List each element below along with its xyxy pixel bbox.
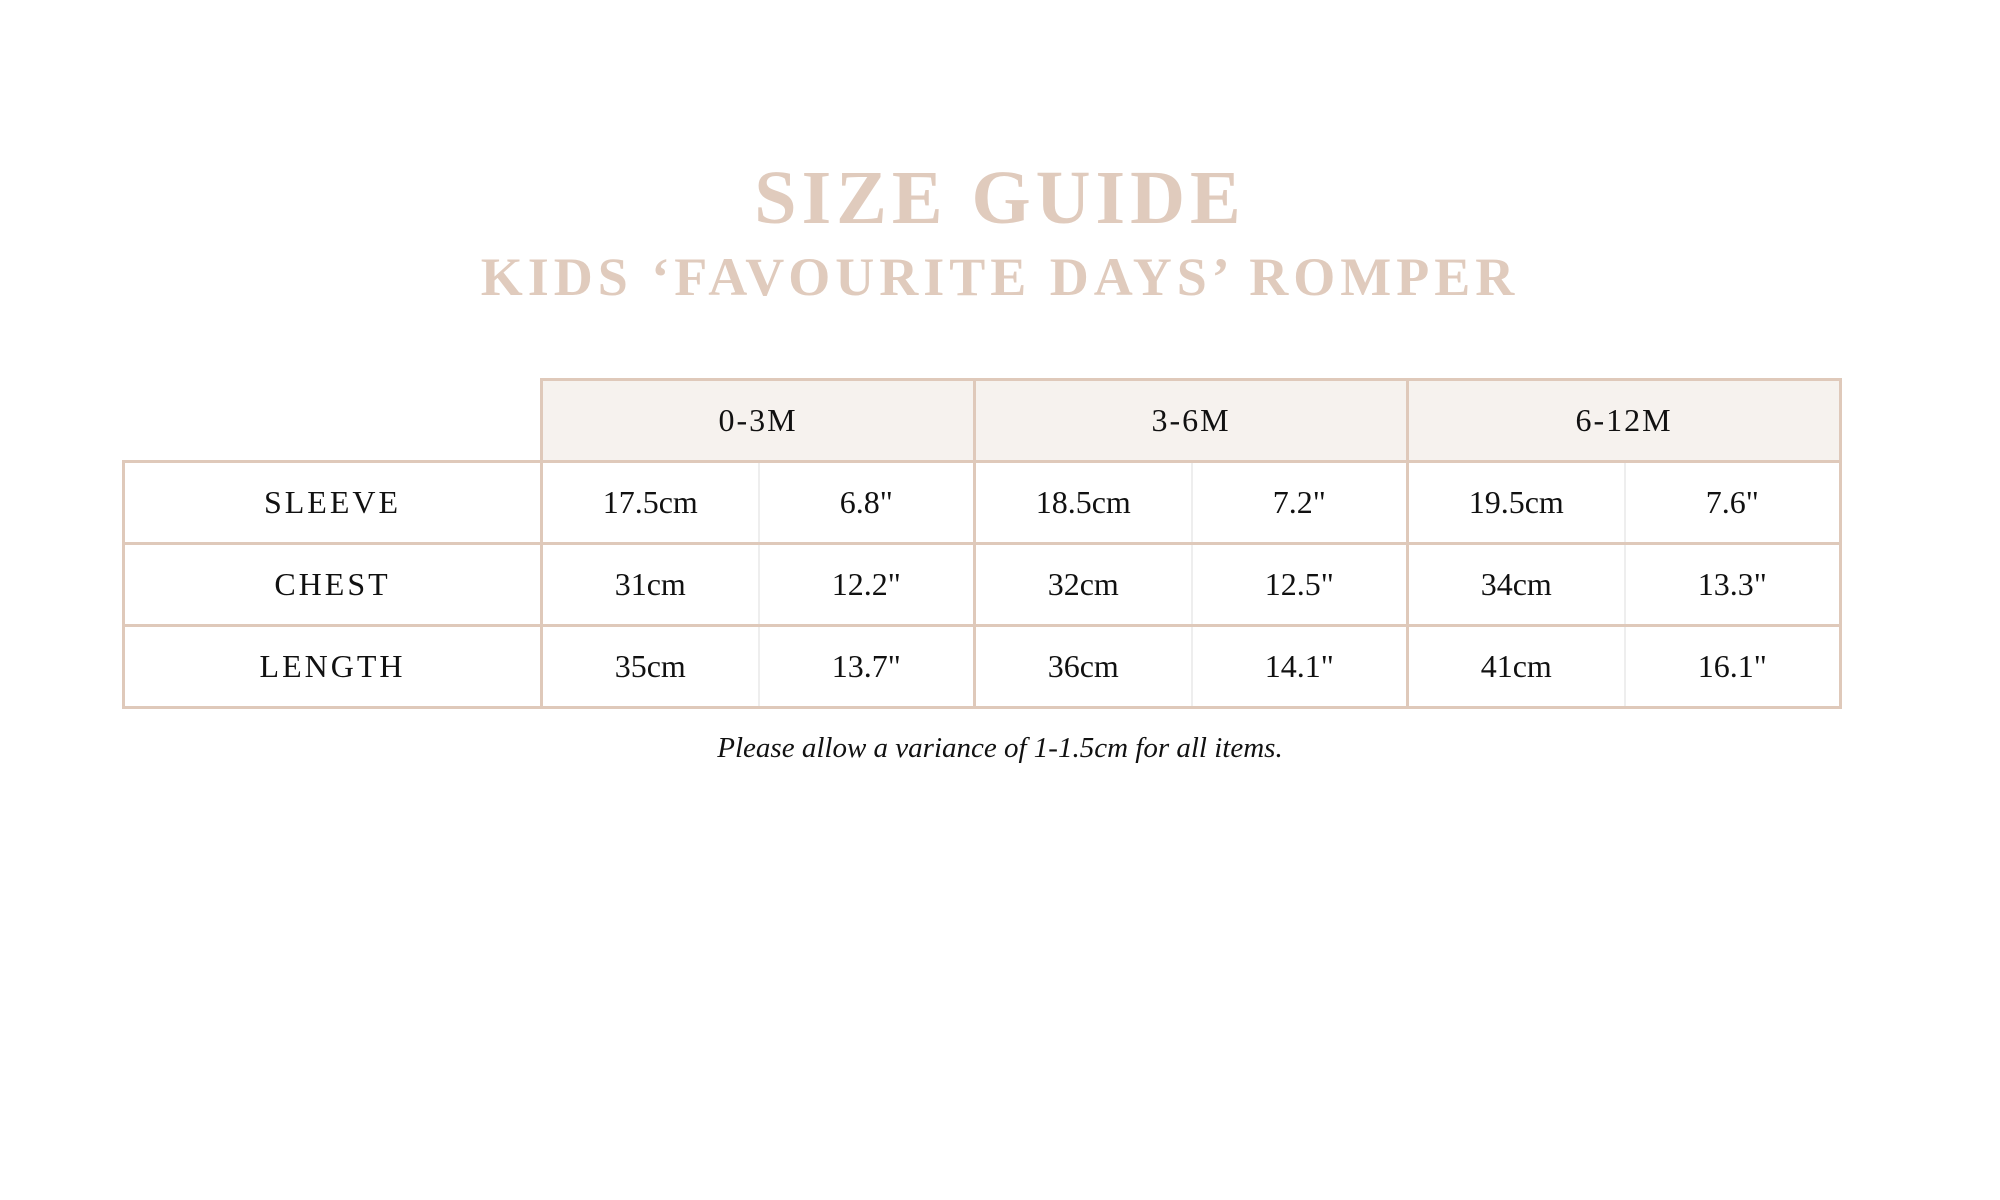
sleeve-0-3m-cm: 17.5cm: [542, 462, 759, 544]
table-row-sleeve: [124, 462, 1841, 544]
size-header-row: [124, 380, 1841, 462]
table-row-length: [124, 626, 1841, 708]
size-table: [122, 378, 1842, 709]
sleeve-6-12m-cm: 19.5cm: [1408, 462, 1625, 544]
page-title: SIZE GUIDE: [754, 156, 1246, 240]
chest-0-3m-in: 12.2": [759, 544, 975, 626]
length-6-12m-in: 16.1": [1625, 626, 1841, 708]
row-label-sleeve: SLEEVE: [124, 462, 542, 544]
sleeve-3-6m-cm: 18.5cm: [975, 462, 1192, 544]
size-header-0-3m: 0-3M: [542, 380, 975, 462]
row-label-length: LENGTH: [124, 626, 542, 708]
sleeve-0-3m-in: 6.8": [759, 462, 975, 544]
length-0-3m-cm: 35cm: [542, 626, 759, 708]
length-3-6m-in: 14.1": [1192, 626, 1408, 708]
length-0-3m-in: 13.7": [759, 626, 975, 708]
size-header-3-6m: 3-6M: [975, 380, 1408, 462]
row-label-chest: CHEST: [124, 544, 542, 626]
size-header-6-12m: 6-12M: [1408, 380, 1841, 462]
sleeve-6-12m-in: 7.6": [1625, 462, 1841, 544]
chest-3-6m-in: 12.5": [1192, 544, 1408, 626]
length-3-6m-cm: 36cm: [975, 626, 1192, 708]
table-corner: [124, 380, 542, 462]
sleeve-3-6m-in: 7.2": [1192, 462, 1408, 544]
table-row-chest: [124, 544, 1841, 626]
product-subtitle: KIDS ‘FAVOURITE DAYS’ ROMPER: [480, 247, 1520, 307]
chest-3-6m-cm: 32cm: [975, 544, 1192, 626]
variance-note: Please allow a variance of 1-1.5cm for all items.: [717, 732, 1283, 764]
length-6-12m-cm: 41cm: [1408, 626, 1625, 708]
chest-0-3m-cm: 31cm: [542, 544, 759, 626]
chest-6-12m-cm: 34cm: [1408, 544, 1625, 626]
chest-6-12m-in: 13.3": [1625, 544, 1841, 626]
